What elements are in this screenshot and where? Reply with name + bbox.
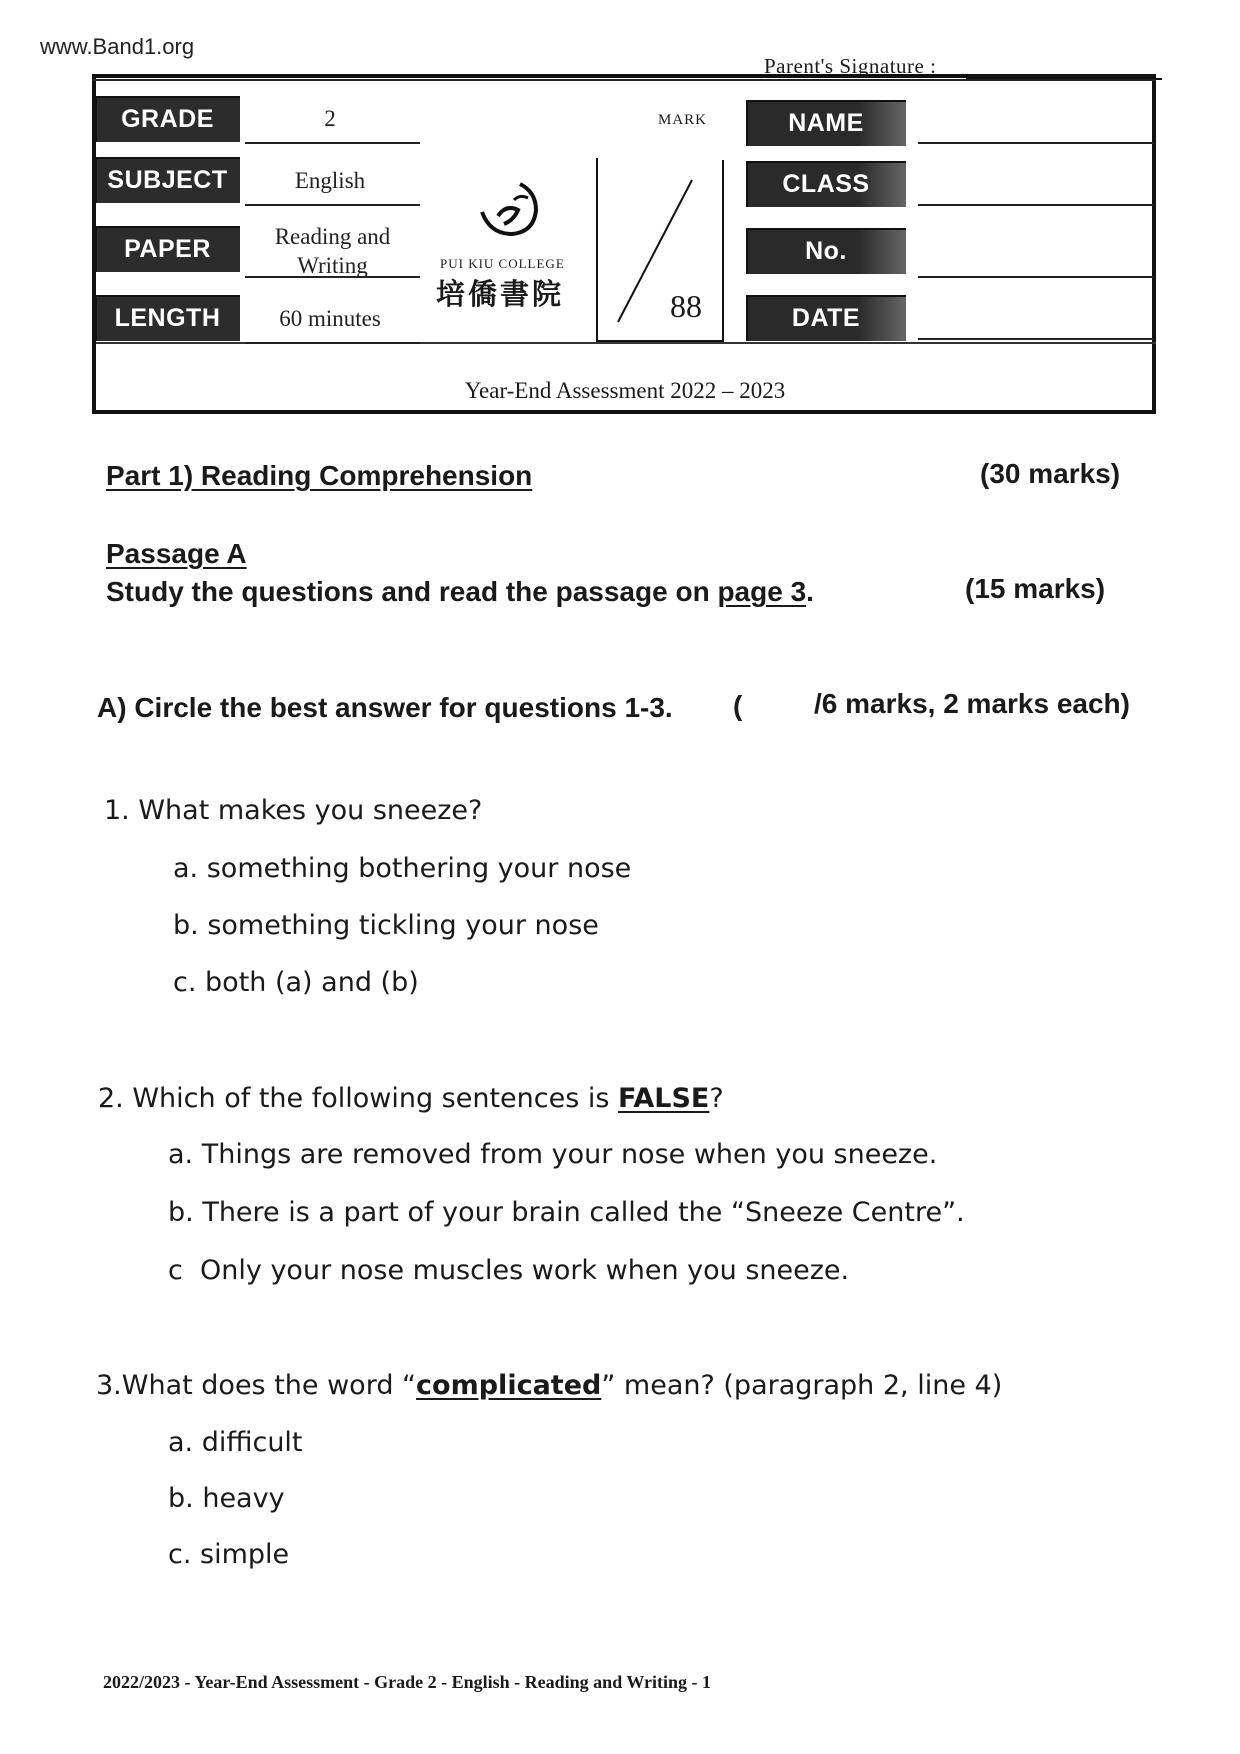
passage-a-marks: (15 marks) [965, 573, 1106, 604]
question-text: What makes you sneeze? [138, 795, 483, 826]
passage-a-title: Passage A [106, 538, 247, 569]
paper-value: Reading and Writing [274, 224, 391, 278]
watermark: www.Band1.org [40, 34, 195, 59]
number-label: No. [746, 228, 906, 274]
parent-signature-label: Parent's Signature : [764, 54, 937, 78]
option-text: something bothering your nose [206, 853, 632, 884]
paper-underline [245, 276, 420, 278]
question-3 [96, 1370, 1002, 1401]
option-letter: a. [173, 853, 199, 884]
q2-option-c[interactable] [168, 1255, 849, 1286]
option-text: something tickling your nose [207, 910, 599, 941]
q2-option-a[interactable] [168, 1139, 937, 1170]
question-text: What does the word “ [121, 1370, 417, 1401]
subject-value: English [294, 168, 366, 193]
grade-label: GRADE [95, 96, 240, 142]
option-letter: c [168, 1255, 183, 1286]
part1-marks: (30 marks) [980, 458, 1121, 489]
class-label: CLASS [746, 161, 906, 207]
school-logo-icon [470, 172, 550, 252]
option-text: heavy [202, 1483, 285, 1514]
option-text: difficult [201, 1427, 303, 1458]
option-text: Only your nose muscles work when you sneeze. [200, 1255, 850, 1286]
passage-a-instruction [106, 576, 814, 608]
subject-underline [245, 204, 420, 206]
length-label: LENGTH [95, 295, 240, 341]
section-a-instruction: A) Circle the best answer for questions 1-3. [97, 692, 673, 723]
name-field[interactable] [918, 142, 1154, 144]
question-number: 2. [98, 1083, 124, 1114]
option-letter: b. [173, 910, 199, 941]
q3-option-a[interactable] [168, 1427, 303, 1458]
mark-total: 88 [670, 288, 702, 324]
question-emphasis: FALSE [618, 1083, 710, 1114]
length-value: 60 minutes [279, 306, 381, 331]
date-label: DATE [746, 295, 906, 341]
option-letter: a. [168, 1139, 194, 1170]
part1-title: Part 1) Reading Comprehension [106, 460, 533, 491]
section-a-marks: /6 marks, 2 marks each) [814, 688, 1130, 719]
option-letter: b. [168, 1483, 194, 1514]
subject-label: SUBJECT [95, 157, 240, 203]
length-underline [245, 342, 420, 344]
option-text: Things are removed from your nose when you sneeze. [201, 1139, 938, 1170]
name-label: NAME [746, 100, 906, 146]
instruction-end: . [806, 576, 814, 607]
question-number: 1. [104, 795, 130, 826]
q1-option-a[interactable] [173, 853, 631, 884]
q1-option-c[interactable] [173, 967, 419, 998]
mark-label: MARK [658, 112, 708, 128]
mark-box-left-edge [596, 158, 598, 338]
question-1 [104, 795, 482, 826]
date-field[interactable] [918, 338, 1154, 340]
option-letter: b. [168, 1197, 194, 1228]
number-field[interactable] [918, 276, 1154, 278]
option-letter: c. [173, 967, 197, 998]
question-2 [98, 1083, 724, 1114]
question-text-end: ” mean? (paragraph 2, line 4) [601, 1370, 1003, 1401]
q2-option-b[interactable] [168, 1197, 965, 1228]
option-text: both (a) and (b) [205, 967, 419, 998]
question-text-end: ? [709, 1083, 724, 1114]
option-text: There is a part of your brain called the “Sneeze Centre”. [202, 1197, 965, 1228]
page-footer: 2022/2023 - Year-End Assessment - Grade 2 - English - Reading and Writing - 1 [103, 1672, 712, 1692]
section-a-marks-open: ( [733, 690, 743, 721]
option-letter: c. [168, 1539, 192, 1570]
option-text: simple [200, 1539, 290, 1570]
q3-option-c[interactable] [168, 1539, 289, 1570]
question-text: Which of the following sentences is [132, 1083, 619, 1114]
school-name-en: PUI KIU COLLEGE [440, 256, 565, 271]
instruction-text: Study the questions and read the passage on [106, 576, 718, 607]
question-number: 3. [96, 1370, 122, 1401]
question-emphasis: complicated [416, 1370, 602, 1401]
grade-value: 2 [324, 106, 336, 131]
header-top-rule [92, 79, 1156, 81]
school-name-cn: 培僑書院 [436, 277, 565, 311]
paper-label: PAPER [95, 226, 240, 272]
option-letter: a. [168, 1427, 194, 1458]
q1-option-b[interactable] [173, 910, 599, 941]
class-field[interactable] [918, 204, 1154, 206]
page-reference: page 3 [717, 576, 807, 607]
q3-option-b[interactable] [168, 1483, 285, 1514]
assessment-title: Year-End Assessment 2022 – 2023 [464, 378, 786, 403]
grade-underline [245, 142, 420, 144]
